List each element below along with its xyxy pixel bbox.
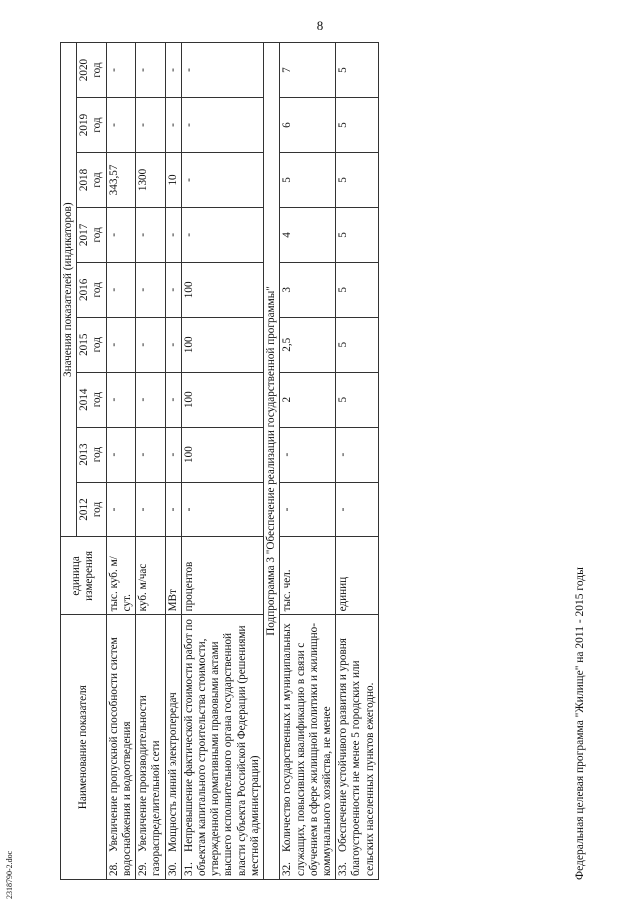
tail-text: Федеральная целевая программа "Жилище" на 2011 - 2015 годы (574, 567, 586, 880)
value-cell: 1300 (136, 152, 165, 207)
header-year (77, 317, 106, 372)
value-cell: - (165, 372, 181, 427)
value-cell: 5 (336, 152, 379, 207)
indicator-name: Увеличение пропускной способности систем водоснабжения и водоотведения (107, 637, 133, 876)
value-cell: 3 (280, 262, 336, 317)
value-cell: - (136, 262, 165, 317)
value-cell: 5 (336, 98, 379, 153)
value-cell: - (181, 152, 263, 207)
table-row (336, 43, 379, 880)
value-cell: - (106, 482, 135, 537)
value-cell: - (106, 207, 135, 262)
value-cell: 100 (181, 317, 263, 372)
year-suffix: год (91, 282, 104, 298)
value-cell: - (181, 98, 263, 153)
value-cell: - (106, 372, 135, 427)
value-cell: 343,57 (106, 152, 135, 207)
header-unit: единица измерения (61, 537, 107, 615)
year-suffix: год (91, 227, 104, 243)
value-cell: - (106, 98, 135, 153)
unit-cell: тыс. куб. м/сут. (106, 537, 135, 615)
value-cell: 10 (165, 152, 181, 207)
table-row (165, 43, 181, 880)
table-row (106, 43, 135, 880)
footer-code: 2318790-2.doc (5, 850, 14, 899)
year-number: 2014 (78, 388, 91, 411)
year-number: 2020 (78, 58, 91, 82)
indicator-name-cell (136, 615, 165, 880)
header-name: Наименование показателя (61, 615, 107, 880)
header-year (77, 152, 106, 207)
indicator-name: Мощность линий электропередач (166, 692, 179, 852)
year-suffix: год (91, 501, 104, 518)
header-row (61, 43, 77, 880)
value-cell: 5 (336, 262, 379, 317)
value-cell: - (106, 427, 135, 482)
value-cell: - (136, 317, 165, 372)
value-cell: - (165, 43, 181, 98)
row-number: 29. (137, 862, 150, 876)
value-cell: 5 (280, 152, 336, 207)
header-year (77, 372, 106, 427)
unit-cell: единиц (336, 537, 379, 615)
year-number: 2015 (78, 333, 91, 356)
indicator-name: Непревышение фактической стоимости работ по объектам капитального строительства стоимости, утвержденной нормативными правовыми актами высшего исполнительного органа государственной власти субъекта Российской Федерации (решениями местной администрации) (182, 618, 261, 876)
table-row (181, 43, 263, 880)
value-cell: - (280, 427, 336, 482)
indicator-name: Обеспечение устойчивого развития и уровня благоустроенности не менее 5 городских или сельских населенных пунктов ежегодно. (337, 638, 376, 876)
value-cell: 5 (336, 372, 379, 427)
table-row (136, 43, 165, 880)
year-number: 2016 (78, 278, 91, 301)
value-cell: 5 (336, 317, 379, 372)
value-cell: 5 (336, 43, 379, 98)
year-number: 2012 (78, 498, 91, 521)
row-number: 28. (107, 862, 120, 876)
row-number: 30. (166, 862, 179, 876)
year-suffix: год (91, 117, 104, 133)
value-cell: - (106, 43, 135, 98)
value-cell: - (181, 43, 263, 98)
year-number: 2018 (78, 168, 91, 192)
value-cell: - (181, 207, 263, 262)
indicator-name: Увеличение производительности газораспределительной сети (137, 695, 163, 876)
indicator-name-cell (106, 615, 135, 880)
value-cell: 100 (181, 372, 263, 427)
value-cell: - (165, 207, 181, 262)
value-cell: 7 (280, 43, 336, 98)
value-cell: - (165, 427, 181, 482)
header-year (77, 98, 106, 153)
value-cell: 2 (280, 372, 336, 427)
year-suffix: год (91, 62, 104, 78)
indicator-name-cell (336, 615, 379, 880)
value-cell: 5 (336, 207, 379, 262)
value-cell: 100 (181, 427, 263, 482)
indicator-name-cell (280, 615, 336, 880)
year-number: 2019 (78, 113, 91, 137)
indicator-name-cell (181, 615, 263, 880)
page-number: 8 (316, 18, 324, 33)
year-number: 2017 (78, 223, 91, 247)
unit-cell: тыс. чел. (280, 537, 336, 615)
value-cell: - (336, 482, 379, 537)
section-title: Подпрограмма 3 "Обеспечение реализации государственной программы" (264, 43, 280, 880)
year-suffix: год (91, 172, 104, 188)
value-cell: - (136, 482, 165, 537)
indicator-name-cell (165, 615, 181, 880)
row-number: 33. (337, 862, 350, 876)
unit-cell: куб. м/час (136, 537, 165, 615)
value-cell: - (165, 98, 181, 153)
value-cell: 100 (181, 262, 263, 317)
year-suffix: год (91, 446, 104, 463)
value-cell: - (165, 482, 181, 537)
value-cell: 2,5 (280, 317, 336, 372)
value-cell: - (181, 482, 263, 537)
table-row (280, 43, 336, 880)
header-values-group: Значения показателей (индикаторов) (61, 43, 77, 537)
year-number: 2013 (78, 443, 91, 466)
year-suffix: год (91, 392, 104, 408)
value-cell: - (336, 427, 379, 482)
year-suffix: год (91, 337, 104, 353)
header-year (77, 207, 106, 262)
value-cell: - (280, 482, 336, 537)
header-year (77, 482, 106, 537)
indicator-name: Количество государственных и муниципальных служащих, повысивших квалификацию в связи с обучением в сфере жилищной политики и жилищно-коммунального хозяйства, не менее (281, 623, 333, 876)
value-cell: 6 (280, 98, 336, 153)
value-cell: - (165, 317, 181, 372)
value-cell: - (136, 98, 165, 153)
value-cell: - (106, 262, 135, 317)
rotated-content (60, 10, 620, 880)
header-year (77, 262, 106, 317)
header-year (77, 43, 106, 98)
unit-cell: МВт (165, 537, 181, 615)
row-number: 31. (182, 862, 195, 876)
value-cell: - (136, 207, 165, 262)
value-cell: - (136, 427, 165, 482)
row-number: 32. (281, 862, 294, 876)
indicators-table (60, 42, 379, 880)
value-cell: - (106, 317, 135, 372)
unit-cell: процентов (181, 537, 263, 615)
value-cell: 4 (280, 207, 336, 262)
value-cell: - (136, 372, 165, 427)
value-cell: - (165, 262, 181, 317)
section-row (264, 43, 280, 880)
value-cell: - (136, 43, 165, 98)
header-year (77, 427, 106, 482)
